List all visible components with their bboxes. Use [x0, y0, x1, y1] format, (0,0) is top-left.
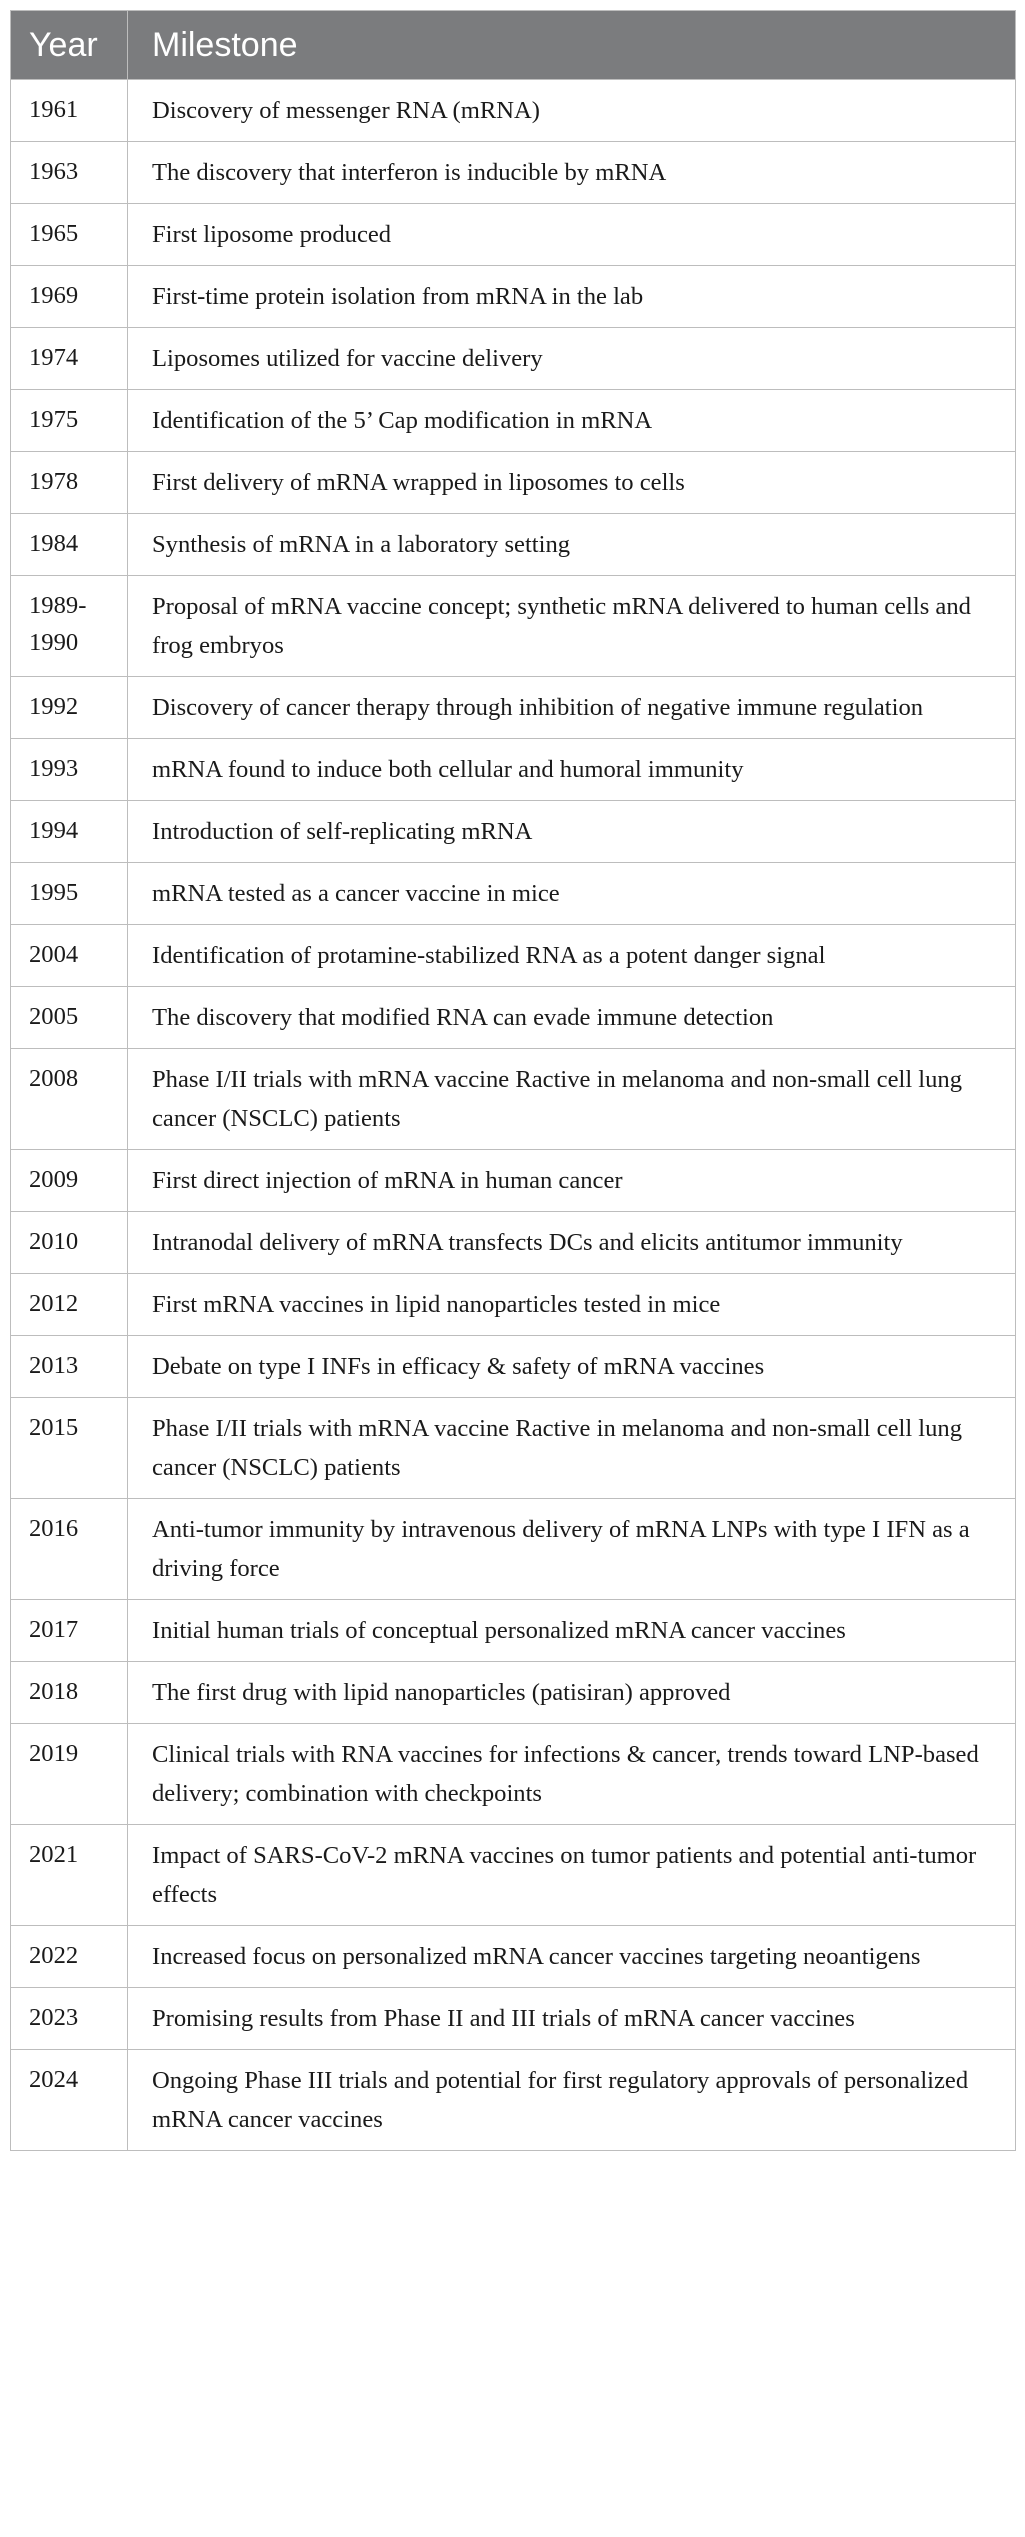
- table-row: [11, 739, 1016, 801]
- year-cell: 1984: [11, 514, 128, 576]
- milestone-cell: Impact of SARS-CoV-2 mRNA vaccines on tumor patients and potential anti-tumor effects: [128, 1825, 1016, 1926]
- milestone-cell: First-time protein isolation from mRNA in the lab: [128, 266, 1016, 328]
- year-cell: 2015: [11, 1398, 128, 1499]
- table-row: [11, 2050, 1016, 2151]
- milestone-cell: Identification of protamine-stabilized RNA as a potent danger signal: [128, 925, 1016, 987]
- table-row: [11, 328, 1016, 390]
- milestone-cell: Liposomes utilized for vaccine delivery: [128, 328, 1016, 390]
- year-cell: 2016: [11, 1499, 128, 1600]
- table-row: [11, 390, 1016, 452]
- year-cell: 2018: [11, 1662, 128, 1724]
- milestone-cell: mRNA found to induce both cellular and humoral immunity: [128, 739, 1016, 801]
- table-row: [11, 204, 1016, 266]
- table-body: [11, 80, 1016, 2151]
- table-row: [11, 1274, 1016, 1336]
- year-cell: 1974: [11, 328, 128, 390]
- table-row: [11, 801, 1016, 863]
- year-cell: 2012: [11, 1274, 128, 1336]
- table-row: [11, 1049, 1016, 1150]
- milestone-cell: Promising results from Phase II and III trials of mRNA cancer vaccines: [128, 1988, 1016, 2050]
- table-header: [11, 11, 1016, 80]
- year-cell: 2024: [11, 2050, 128, 2151]
- milestone-cell: Initial human trials of conceptual personalized mRNA cancer vaccines: [128, 1600, 1016, 1662]
- table-row: [11, 266, 1016, 328]
- milestone-cell: First mRNA vaccines in lipid nanoparticles tested in mice: [128, 1274, 1016, 1336]
- year-cell: 2009: [11, 1150, 128, 1212]
- table-row: [11, 925, 1016, 987]
- milestone-cell: First direct injection of mRNA in human cancer: [128, 1150, 1016, 1212]
- milestone-cell: Proposal of mRNA vaccine concept; synthetic mRNA delivered to human cells and frog embryos: [128, 576, 1016, 677]
- table-row: [11, 514, 1016, 576]
- table-row: [11, 677, 1016, 739]
- year-cell: 2005: [11, 987, 128, 1049]
- milestone-cell: Phase I/II trials with mRNA vaccine Ractive in melanoma and non-small cell lung cancer (NSCLC) patients: [128, 1398, 1016, 1499]
- table-row: [11, 1398, 1016, 1499]
- year-cell: 1994: [11, 801, 128, 863]
- year-cell: 1961: [11, 80, 128, 142]
- milestone-cell: Clinical trials with RNA vaccines for infections & cancer, trends toward LNP-based delivery; combination with checkpoints: [128, 1724, 1016, 1825]
- milestone-cell: The first drug with lipid nanoparticles (patisiran) approved: [128, 1662, 1016, 1724]
- table-row: [11, 987, 1016, 1049]
- table-row: [11, 863, 1016, 925]
- table-row: [11, 1212, 1016, 1274]
- year-cell: 1969: [11, 266, 128, 328]
- year-cell: 2019: [11, 1724, 128, 1825]
- year-cell: 1975: [11, 390, 128, 452]
- year-cell: 1963: [11, 142, 128, 204]
- header-year: Year: [11, 11, 128, 80]
- milestone-cell: First delivery of mRNA wrapped in liposomes to cells: [128, 452, 1016, 514]
- milestone-cell: Identification of the 5’ Cap modification in mRNA: [128, 390, 1016, 452]
- table-row: [11, 142, 1016, 204]
- year-cell: 1978: [11, 452, 128, 514]
- table-row: [11, 1662, 1016, 1724]
- table-row: [11, 1336, 1016, 1398]
- milestone-cell: Discovery of messenger RNA (mRNA): [128, 80, 1016, 142]
- milestone-cell: Ongoing Phase III trials and potential for first regulatory approvals of personalized mRNA cancer vaccines: [128, 2050, 1016, 2151]
- year-cell: 2023: [11, 1988, 128, 2050]
- table-row: [11, 1724, 1016, 1825]
- table-row: [11, 1988, 1016, 2050]
- year-cell: 1992: [11, 677, 128, 739]
- year-cell: 1965: [11, 204, 128, 266]
- milestone-cell: mRNA tested as a cancer vaccine in mice: [128, 863, 1016, 925]
- milestone-cell: Introduction of self-replicating mRNA: [128, 801, 1016, 863]
- year-cell: 1993: [11, 739, 128, 801]
- milestone-cell: Synthesis of mRNA in a laboratory setting: [128, 514, 1016, 576]
- milestone-cell: The discovery that modified RNA can evade immune detection: [128, 987, 1016, 1049]
- milestone-cell: Discovery of cancer therapy through inhibition of negative immune regulation: [128, 677, 1016, 739]
- milestone-cell: Debate on type I INFs in efficacy & safety of mRNA vaccines: [128, 1336, 1016, 1398]
- year-cell: 2021: [11, 1825, 128, 1926]
- header-milestone: Milestone: [128, 11, 1016, 80]
- table-row: [11, 1825, 1016, 1926]
- header-row: [11, 11, 1016, 80]
- milestone-table-container: [10, 10, 1015, 2151]
- year-cell: 2013: [11, 1336, 128, 1398]
- milestone-table: [10, 10, 1016, 2151]
- table-row: [11, 1499, 1016, 1600]
- year-cell: 2022: [11, 1926, 128, 1988]
- table-row: [11, 576, 1016, 677]
- table-row: [11, 452, 1016, 514]
- milestone-cell: Intranodal delivery of mRNA transfects DCs and elicits antitumor immunity: [128, 1212, 1016, 1274]
- year-cell: 2008: [11, 1049, 128, 1150]
- year-cell: 1989-1990: [11, 576, 128, 677]
- table-row: [11, 80, 1016, 142]
- year-cell: 2004: [11, 925, 128, 987]
- year-cell: 2010: [11, 1212, 128, 1274]
- milestone-cell: Anti-tumor immunity by intravenous delivery of mRNA LNPs with type I IFN as a driving force: [128, 1499, 1016, 1600]
- milestone-cell: First liposome produced: [128, 204, 1016, 266]
- table-row: [11, 1600, 1016, 1662]
- year-cell: 2017: [11, 1600, 128, 1662]
- milestone-cell: Increased focus on personalized mRNA cancer vaccines targeting neoantigens: [128, 1926, 1016, 1988]
- milestone-cell: The discovery that interferon is inducible by mRNA: [128, 142, 1016, 204]
- table-row: [11, 1926, 1016, 1988]
- table-row: [11, 1150, 1016, 1212]
- year-cell: 1995: [11, 863, 128, 925]
- milestone-cell: Phase I/II trials with mRNA vaccine Ractive in melanoma and non-small cell lung cancer (NSCLC) patients: [128, 1049, 1016, 1150]
